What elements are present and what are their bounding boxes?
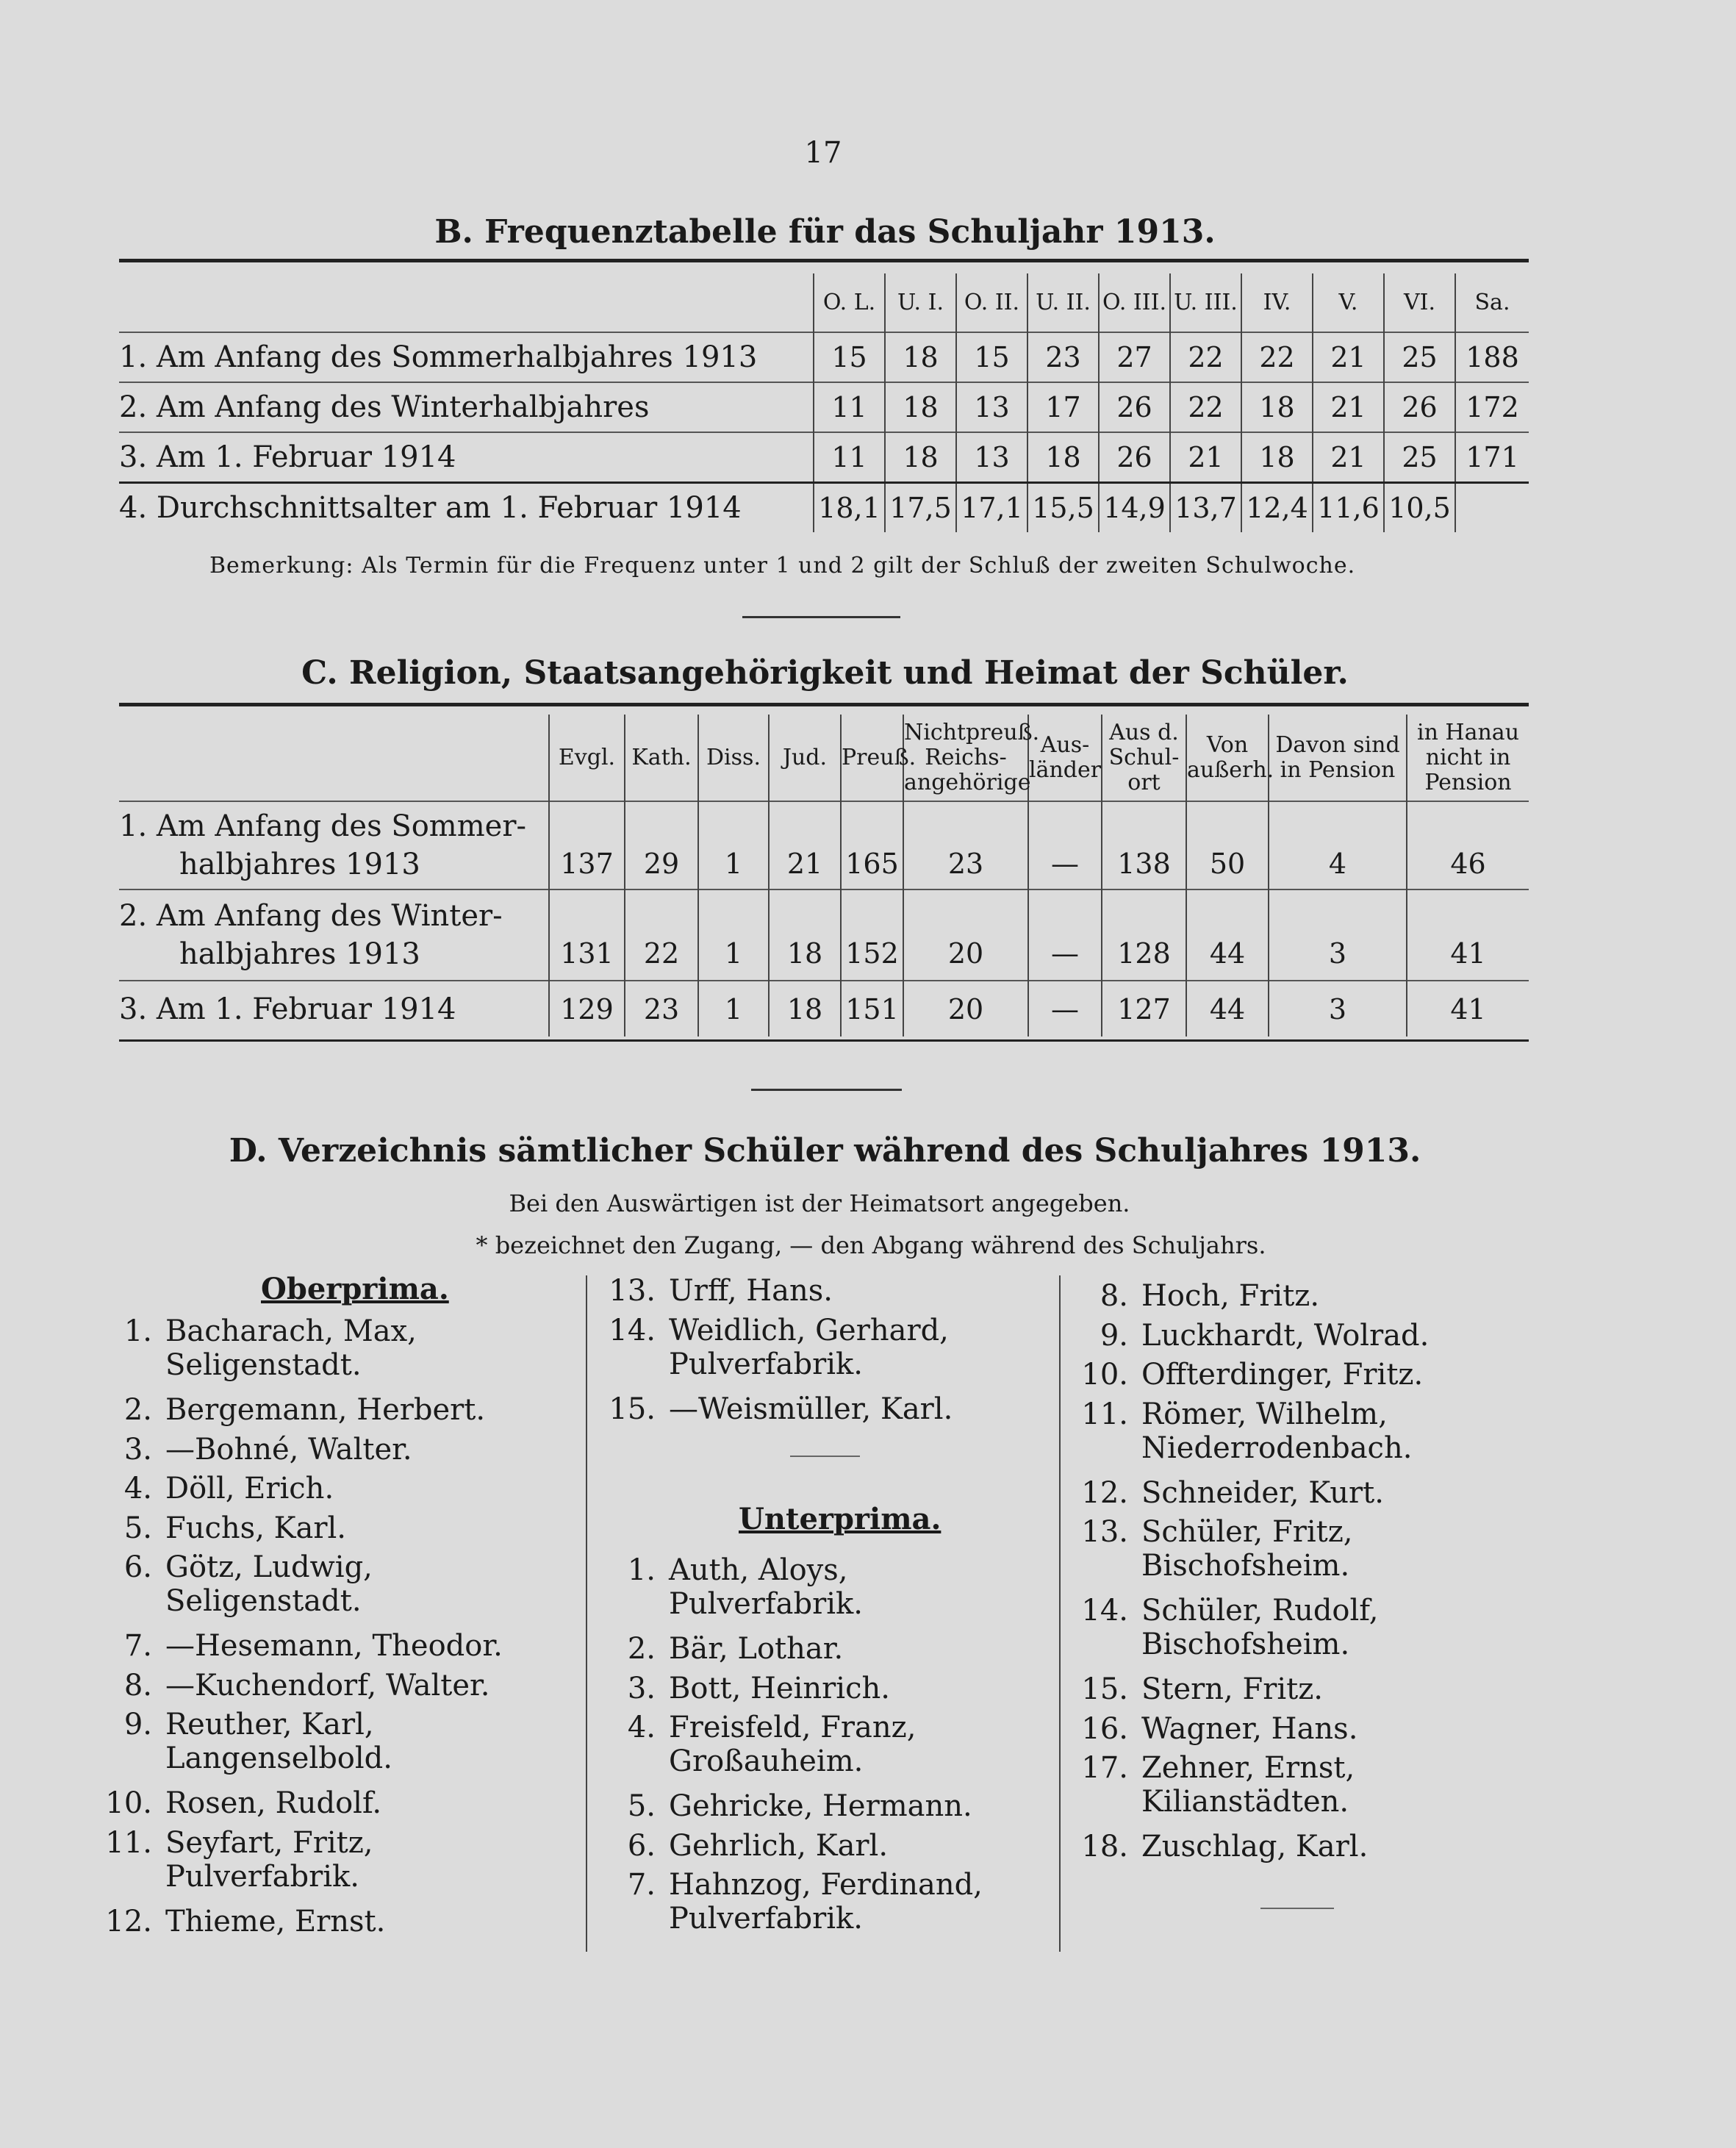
student-entry [85,1550,373,1618]
frequency-cell: 172 [1455,382,1529,432]
student-number: 7. [627,1868,656,1902]
religion-cell: 46 [1407,801,1529,889]
religion-cell: 1 [698,801,769,889]
religion-cell: 50 [1186,801,1269,889]
column-divider [586,1275,587,1952]
frequency-header-cell: O. II. [956,273,1027,332]
section-divider [751,1089,902,1091]
student-name: Wagner, Hans. [1141,1711,1358,1746]
student-name: Bär, Lothar. [669,1632,844,1666]
student-name: Gehrlich, Karl. [669,1828,889,1863]
student-number: 15. [609,1392,656,1426]
student-hometown: Pulverfabrik. [669,1902,863,1936]
student-entry [588,1632,843,1666]
frequency-row [119,332,1529,382]
religion-row [119,981,1529,1037]
religion-cell: 41 [1407,981,1529,1037]
frequency-row [119,382,1529,432]
religion-cell: 3 [1269,889,1407,981]
frequency-cell: 17 [1027,382,1099,432]
religion-cell: 44 [1186,889,1269,981]
section-d-note-2: * bezeichnet den Zugang, — den Abgang während des Schuljahrs. [476,1231,1266,1259]
student-name: Urff, Hans. [669,1274,833,1308]
religion-cell: 1 [698,981,769,1037]
section-d-title: D. Verzeichnis sämtlicher Schüler während des Schuljahres 1913. [229,1132,1421,1170]
student-number: 11. [1081,1397,1128,1431]
frequency-cell: 22 [1170,332,1241,382]
religion-cell: 44 [1186,981,1269,1037]
frequency-cell: 18 [885,382,956,432]
frequency-cell: 23 [1027,332,1099,382]
student-entry [1061,1594,1378,1661]
student-name: Schüler, Fritz, [1141,1515,1353,1549]
frequency-header-cell: Sa. [1455,273,1529,332]
religion-cell: 152 [841,889,903,981]
religion-row-label [119,889,549,981]
list-separator [790,1456,860,1457]
student-number: 3. [627,1671,656,1705]
religion-table [119,715,1529,1037]
student-number: 1. [627,1553,656,1587]
frequency-cell: 17,5 [885,482,956,532]
frequency-cell [1455,482,1529,532]
religion-cell: 20 [903,889,1028,981]
student-number: 5. [627,1789,656,1823]
student-entry [1061,1672,1323,1706]
religion-cell: 138 [1102,801,1186,889]
student-entry [85,1433,412,1467]
section-b-top-rule [119,259,1529,262]
student-number: 6. [627,1828,656,1863]
religion-header-cell: Jud. [769,715,841,801]
student-number: 17. [1081,1751,1128,1785]
student-number: 14. [609,1313,656,1347]
student-entry [588,1711,916,1778]
student-number: 8. [1100,1279,1128,1313]
frequency-cell: 26 [1099,382,1170,432]
student-entry [85,1472,334,1506]
religion-cell: — [1028,981,1102,1037]
frequency-row [119,432,1529,482]
frequency-cell: 26 [1099,432,1170,482]
frequency-row-label: 3. Am 1. Februar 1914 [119,432,814,482]
frequency-cell: 21 [1170,432,1241,482]
student-entry [85,1314,417,1382]
student-hometown: Großauheim. [669,1744,864,1778]
frequency-cell: 26 [1384,382,1455,432]
student-number: 2. [627,1632,656,1666]
religion-cell: 22 [625,889,698,981]
student-name: Römer, Wilhelm, [1141,1397,1388,1431]
student-number: 12. [1081,1475,1128,1510]
religion-row-label-line: 1. Am Anfang des Sommer- [119,809,526,843]
religion-row-label-line: halbjahres 1913 [179,937,420,971]
religion-header-cell: Kath. [625,715,698,801]
religion-header-cell: Aus- länder [1028,715,1102,801]
student-hometown: Kilianstädten. [1141,1785,1349,1819]
student-number: 7. [123,1629,152,1663]
student-name: —Hesemann, Theodor. [165,1629,503,1663]
student-name: Götz, Ludwig, [165,1550,373,1584]
student-number: 1. [123,1314,152,1348]
student-hometown: Bischofsheim. [1141,1628,1350,1661]
religion-header-cell: Davon sind in Pension [1269,715,1407,801]
student-number: 9. [123,1708,152,1741]
frequency-cell: 25 [1384,432,1455,482]
student-hometown: Pulverfabrik. [669,1347,863,1381]
section-c-top-rule [119,703,1529,706]
student-name: Weidlich, Gerhard, [669,1313,949,1347]
religion-cell: 165 [841,801,903,889]
religion-cell: 127 [1102,981,1186,1037]
religion-header-cell: Evgl. [549,715,625,801]
student-entry [85,1905,385,1938]
student-name: —Bohné, Walter. [165,1432,412,1467]
student-entry [588,1274,833,1308]
frequency-cell: 18 [1241,382,1313,432]
religion-cell: 137 [549,801,625,889]
frequency-cell: 18,1 [814,482,885,532]
religion-cell: 131 [549,889,625,981]
student-number: 10. [1081,1358,1128,1392]
student-name: Zuschlag, Karl. [1141,1830,1369,1864]
student-name: Thieme, Ernst. [165,1904,386,1938]
religion-row-label-line: halbjahres 1913 [179,848,420,881]
religion-header-cell: Von außerh. [1186,715,1269,801]
religion-cell: 3 [1269,981,1407,1037]
religion-cell: 151 [841,981,903,1037]
student-number: 16. [1081,1711,1128,1746]
frequency-cell: 11 [814,432,885,482]
frequency-header-cell: U. I. [885,273,956,332]
religion-cell: 128 [1102,889,1186,981]
student-name: Hoch, Fritz. [1141,1279,1320,1313]
frequency-cell: 14,9 [1099,482,1170,532]
student-entry [85,1708,392,1775]
religion-cell: 1 [698,889,769,981]
student-name: Luckhardt, Wolrad. [1141,1318,1430,1353]
frequency-cell: 21 [1313,432,1384,482]
student-entry [85,1826,373,1894]
student-name: Stern, Fritz. [1141,1672,1323,1706]
religion-header-row [119,715,1529,801]
frequency-header-cell: V. [1313,273,1384,332]
religion-header-cell: Preuß. [841,715,903,801]
frequency-cell: 22 [1170,382,1241,432]
student-entry [85,1669,489,1703]
section-c-bottom-rule [119,1039,1529,1042]
frequency-cell: 17,1 [956,482,1027,532]
student-number: 13. [1081,1515,1128,1549]
student-name: Bacharach, Max, [165,1314,417,1348]
student-hometown: Seligenstadt. [165,1348,362,1382]
religion-header-cell: Aus d. Schul- ort [1102,715,1186,801]
frequency-header-cell: O. III. [1099,273,1170,332]
student-name: Rosen, Rudolf. [165,1786,382,1820]
frequency-cell: 25 [1384,332,1455,382]
student-name: Seyfart, Fritz, [165,1825,373,1860]
religion-cell: 23 [903,801,1028,889]
student-entry [85,1786,381,1820]
student-name: Offterdinger, Fritz. [1141,1358,1424,1392]
religion-row [119,801,1529,889]
student-number: 18. [1081,1830,1128,1864]
religion-cell: 129 [549,981,625,1037]
frequency-cell: 15 [814,332,885,382]
student-name: Auth, Aloys, [669,1553,848,1587]
frequency-cell: 188 [1455,332,1529,382]
frequency-cell: 18 [1027,432,1099,482]
religion-row-label [119,801,549,889]
frequency-header-cell: IV. [1241,273,1313,332]
religion-cell: 18 [769,889,841,981]
student-entry [1061,1712,1357,1746]
student-entry [1061,1319,1429,1353]
frequency-cell: 12,4 [1241,482,1313,532]
frequency-header-cell: U. II. [1027,273,1099,332]
student-entry [1061,1397,1412,1465]
student-entry [588,1553,863,1621]
student-name: Bott, Heinrich. [669,1671,890,1705]
frequency-header-row [119,273,1529,332]
student-number: 4. [123,1472,152,1506]
frequency-row-label: 4. Durchschnittsalter am 1. Februar 1914 [119,482,814,532]
student-name: Reuther, Karl, [165,1708,374,1741]
frequency-row-label: 1. Am Anfang des Sommerhalbjahres 1913 [119,332,814,382]
frequency-cell: 13 [956,382,1027,432]
religion-cell: — [1028,801,1102,889]
student-entry [1061,1279,1319,1313]
student-number: 15. [1081,1672,1128,1706]
student-entry [1061,1830,1368,1864]
frequency-cell: 11 [814,382,885,432]
frequency-cell: 171 [1455,432,1529,482]
section-b-title: B. Frequenztabelle für das Schuljahr 1913. [434,213,1216,251]
student-number: 12. [105,1904,152,1938]
student-name: —Kuchendorf, Walter. [165,1668,490,1703]
religion-row [119,889,1529,981]
religion-cell: 21 [769,801,841,889]
student-hometown: Pulverfabrik. [165,1859,359,1894]
frequency-cell: 13 [956,432,1027,482]
religion-header-cell: Nichtpreuß. Reichs- angehörige [903,715,1028,801]
section-d-note-1: Bei den Auswärtigen ist der Heimatsort angegeben. [509,1189,1130,1217]
student-name: Bergemann, Herbert. [165,1393,486,1427]
student-hometown: Seligenstadt. [165,1584,362,1618]
student-number: 2. [123,1393,152,1427]
frequency-cell: 13,7 [1170,482,1241,532]
frequency-cell: 11,6 [1313,482,1384,532]
student-name: Döll, Erich. [165,1472,334,1506]
oberprima-heading: Oberprima. [261,1272,449,1306]
student-name: Hahnzog, Ferdinand, [669,1868,983,1902]
frequency-remark: Bemerkung: Als Termin für die Frequenz unter 1 und 2 gilt der Schluß der zweiten Schulwoche. [209,553,1356,579]
section-c-title: C. Religion, Staatsangehörigkeit und Heimat der Schüler. [301,654,1349,692]
student-entry [588,1392,953,1426]
student-name: Freisfeld, Franz, [669,1711,917,1744]
student-number: 8. [123,1668,152,1703]
student-name: Zehner, Ernst, [1141,1751,1355,1785]
frequency-row [119,482,1529,532]
student-entry [588,1868,983,1936]
student-number: 11. [105,1825,152,1860]
student-entry [588,1672,890,1705]
frequency-cell: 15 [956,332,1027,382]
student-hometown: Bischofsheim. [1141,1549,1350,1583]
student-entry [1061,1515,1352,1583]
religion-row-label: 3. Am 1. Februar 1914 [119,981,549,1037]
student-hometown: Langenselbold. [165,1741,393,1775]
religion-cell: 20 [903,981,1028,1037]
student-name: —Weismüller, Karl. [669,1392,953,1426]
frequency-header-cell: VI. [1384,273,1455,332]
unterprima-heading: Unterprima. [739,1502,941,1536]
frequency-cell: 21 [1313,332,1384,382]
religion-cell: — [1028,889,1102,981]
student-hometown: Niederrodenbach. [1141,1431,1413,1465]
list-separator [1260,1908,1334,1909]
religion-row-label-line: 2. Am Anfang des Winter- [119,899,503,933]
student-name: Schneider, Kurt. [1141,1475,1384,1510]
frequency-cell: 27 [1099,332,1170,382]
page-number: 17 [804,136,842,170]
frequency-cell: 18 [1241,432,1313,482]
student-entry [588,1314,949,1381]
frequency-header-cell: U. III. [1170,273,1241,332]
student-number: 5. [123,1511,152,1545]
student-number: 13. [609,1274,656,1308]
student-entry [588,1789,972,1823]
religion-header-cell: in Hanau nicht in Pension [1407,715,1529,801]
frequency-row-label: 2. Am Anfang des Winterhalbjahres [119,382,814,432]
student-entry [85,1511,346,1545]
student-entry [85,1629,503,1663]
student-entry [588,1829,888,1863]
religion-cell: 23 [625,981,698,1037]
frequency-cell: 22 [1241,332,1313,382]
student-entry [1061,1358,1423,1392]
religion-cell: 29 [625,801,698,889]
section-divider [742,616,900,618]
religion-cell: 41 [1407,889,1529,981]
frequency-table [119,273,1529,532]
frequency-cell: 21 [1313,382,1384,432]
student-entry [1061,1476,1384,1510]
student-number: 4. [627,1711,656,1744]
frequency-header-cell: O. L. [814,273,885,332]
frequency-cell: 18 [885,332,956,382]
student-number: 3. [123,1432,152,1467]
religion-header-cell: Diss. [698,715,769,801]
frequency-cell: 15,5 [1027,482,1099,532]
student-entry [85,1393,485,1427]
student-number: 6. [123,1550,152,1584]
frequency-cell: 10,5 [1384,482,1455,532]
student-number: 10. [105,1786,152,1820]
student-entry [1061,1751,1355,1819]
religion-cell: 4 [1269,801,1407,889]
student-name: Fuchs, Karl. [165,1511,346,1545]
student-number: 14. [1081,1594,1128,1628]
religion-cell: 18 [769,981,841,1037]
frequency-cell: 18 [885,432,956,482]
student-hometown: Pulverfabrik. [669,1587,863,1621]
student-name: Gehricke, Hermann. [669,1789,972,1823]
student-number: 9. [1100,1318,1128,1353]
student-name: Schüler, Rudolf, [1141,1594,1379,1628]
